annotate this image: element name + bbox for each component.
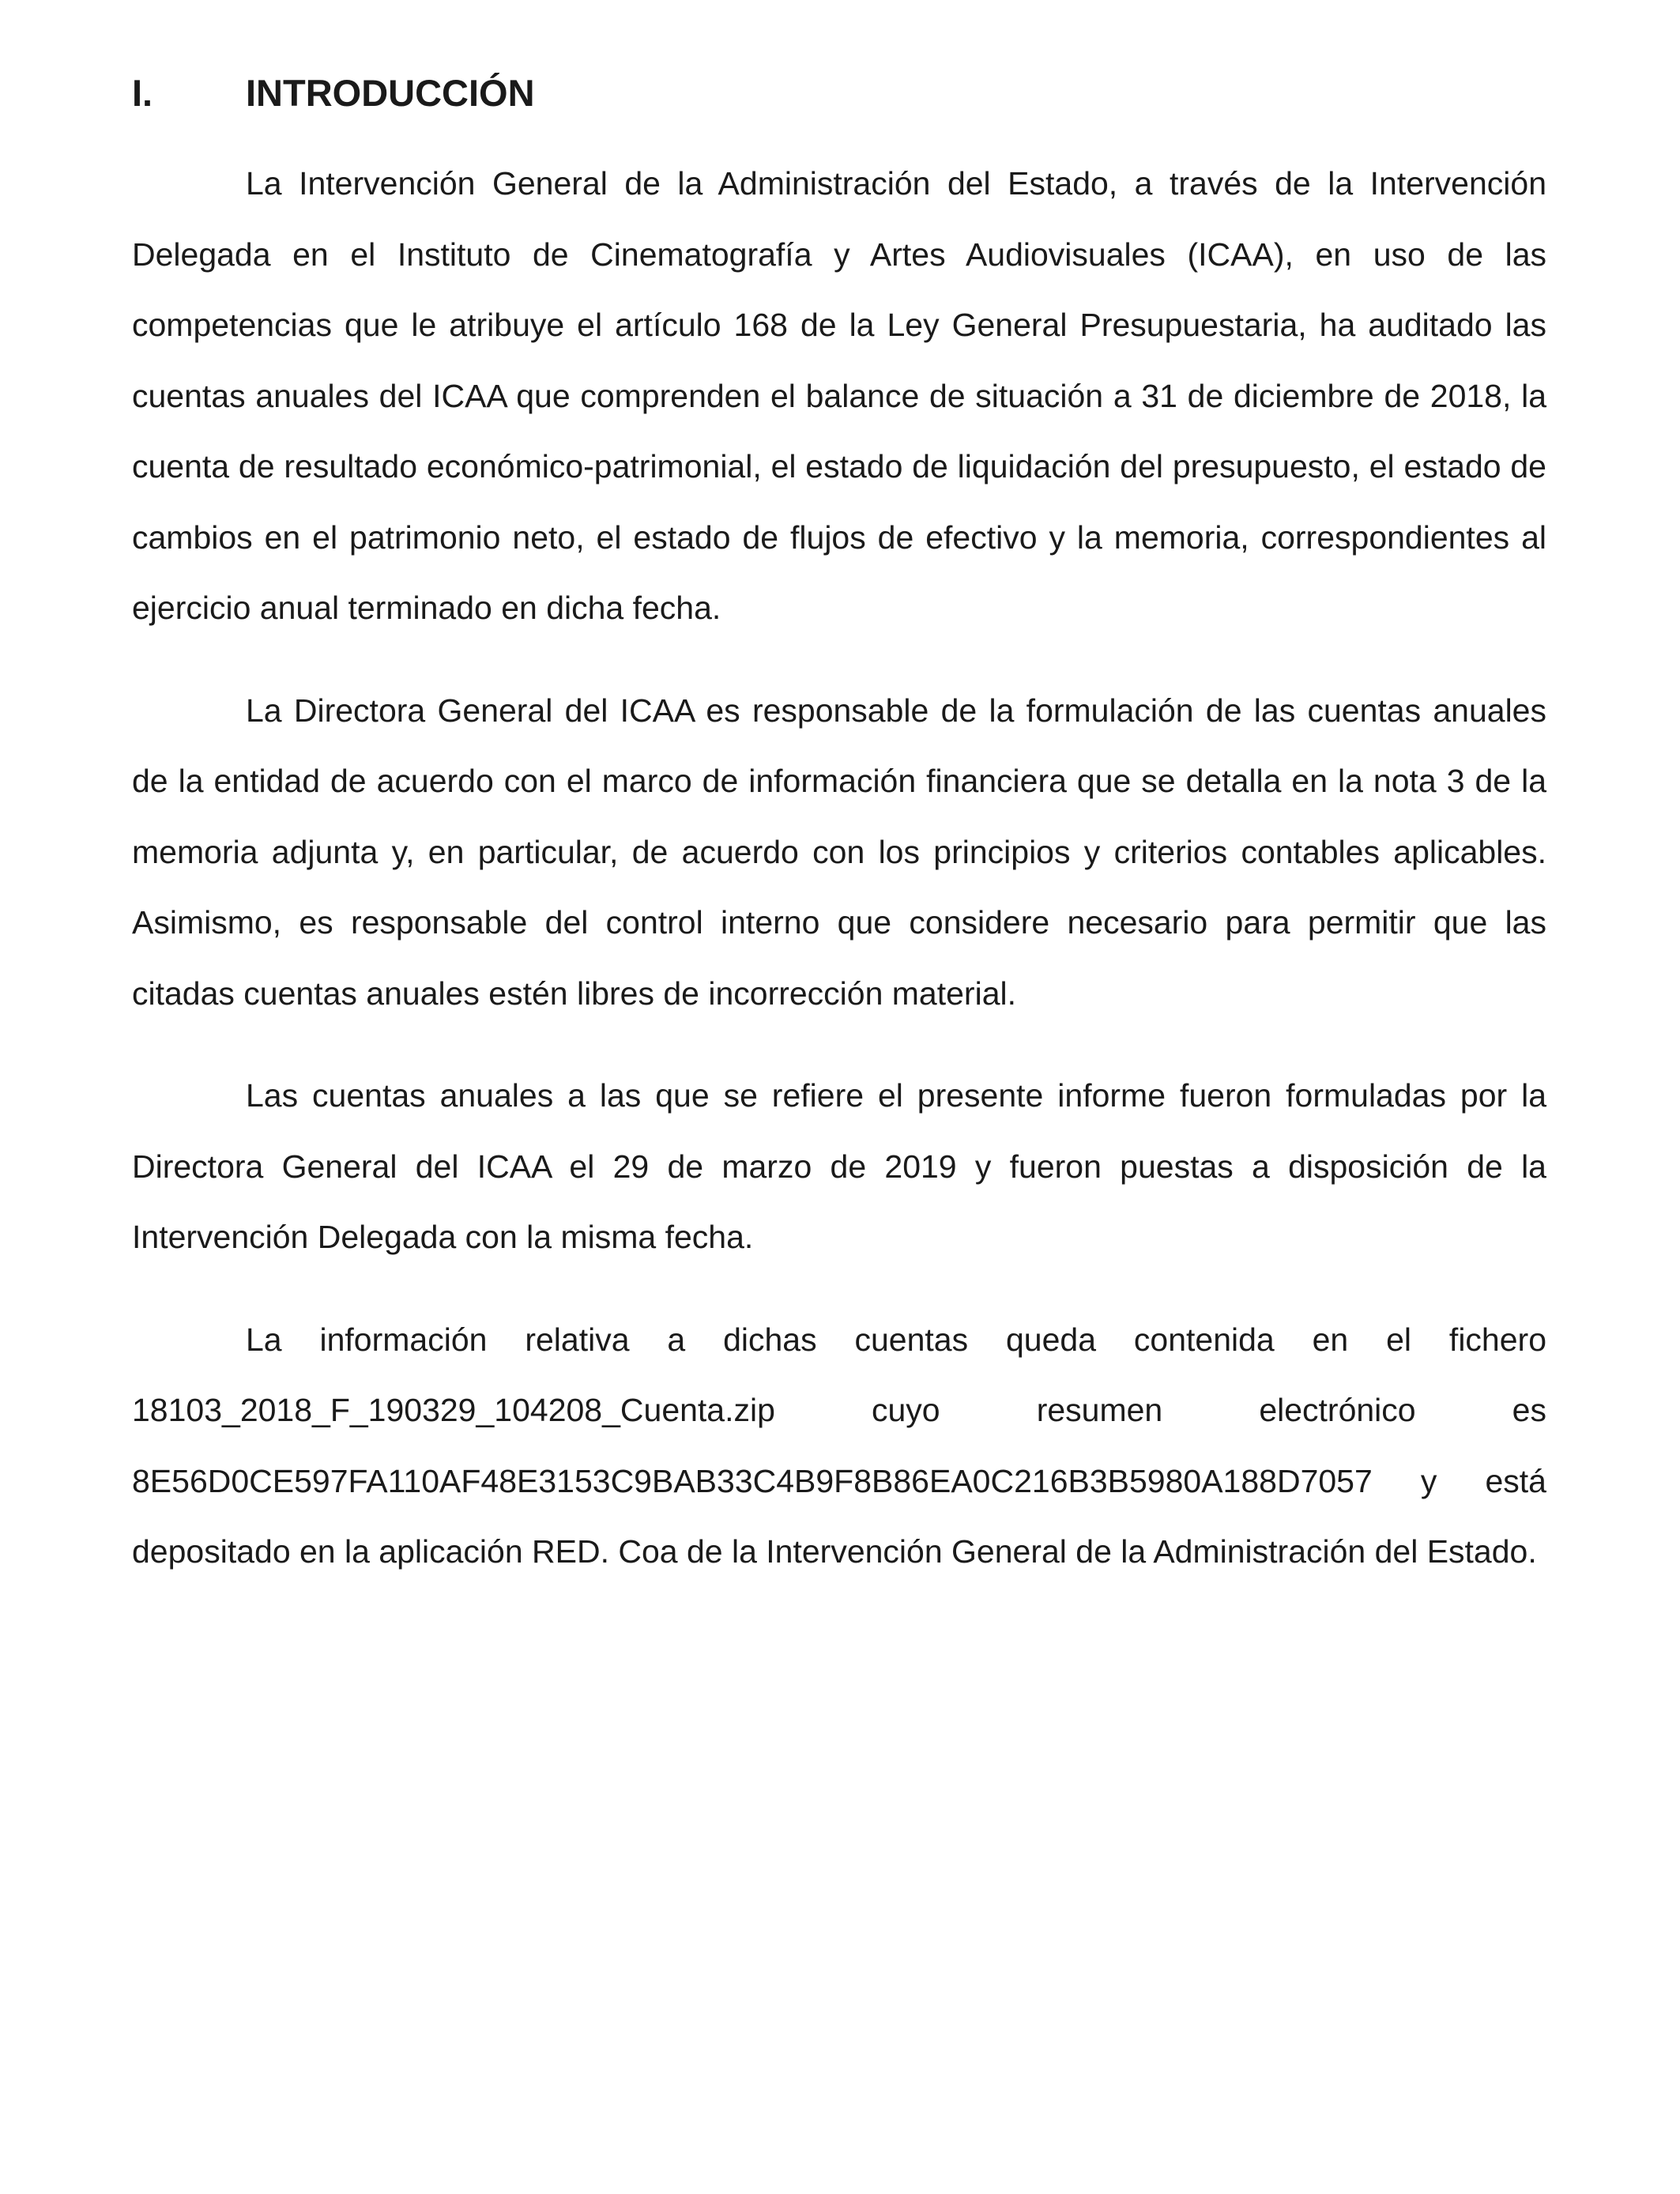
- document-page: [132, 63, 1546, 1588]
- section-heading: [132, 71, 1546, 115]
- section-title: INTRODUCCIÓN: [246, 72, 535, 114]
- section-number: I.: [132, 72, 153, 114]
- paragraph-responsibility: La Directora General del ICAA es responsable de la formulación de las cuentas anuales de la entidad de acuerdo con el marco de información financiera que se detalla en la nota 3 de la memoria adjunta y, en particular, de acuerdo con los principios y criterios contables aplicables. Asimismo, es responsable del control interno que considere necesario para permitir que las citadas cuentas anuales estén libres de incorrección material.: [132, 692, 1546, 1012]
- paragraph-formulation-date: Las cuentas anuales a las que se refiere el presente informe fueron formuladas por la Directora General del ICAA el 29 de marzo de 2019 y fueron puestas a disposición de la Intervención Delegada con la misma fecha.: [132, 1077, 1546, 1256]
- paragraph-file-information: La información relativa a dichas cuentas queda contenida en el fichero 18103_2018_F_190329_104208_Cuenta.zip cuyo resumen electrónico es 8E56D0CE597FA110AF48E3153C9BAB33C4B9F8B86EA0C216B3B5980A188D7057 y está depositado en la aplicación RED. Coa de la Intervención General de la Administración del Estado.: [132, 1321, 1546, 1570]
- paragraph-audit-scope: La Intervención General de la Administración del Estado, a través de la Intervención Delegada en el Instituto de Cinematografía y Artes Audiovisuales (ICAA), en uso de las competencias que le atribuye el artículo 168 de la Ley General Presupuestaria, ha auditado las cuentas anuales del ICAA que comprenden el balance de situación a 31 de diciembre de 2018, la cuenta de resultado económico-patrimonial, el estado de liquidación del presupuesto, el estado de cambios en el patrimonio neto, el estado de flujos de efectivo y la memoria, correspondientes al ejercicio anual terminado en dicha fecha.: [132, 165, 1546, 627]
